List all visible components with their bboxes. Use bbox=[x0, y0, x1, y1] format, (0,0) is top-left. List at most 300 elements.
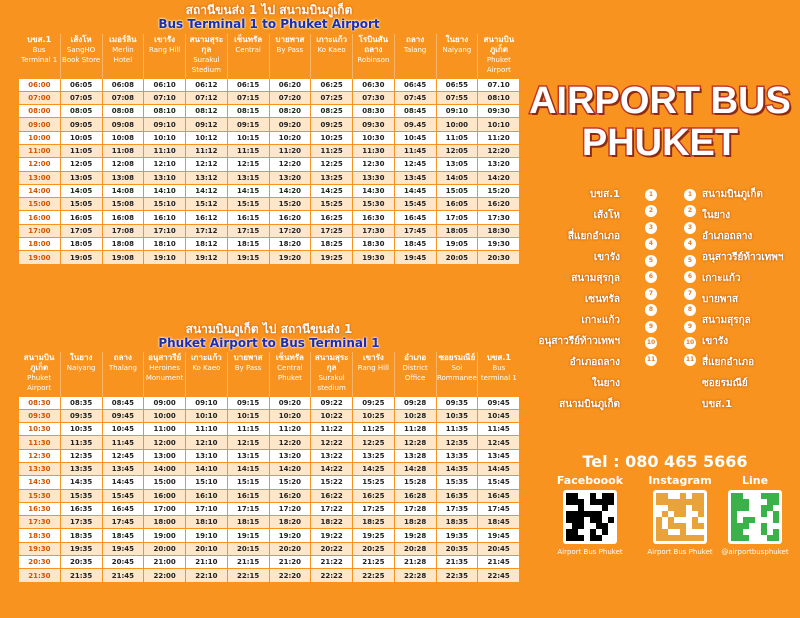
time-cell: 12:45 bbox=[102, 449, 144, 462]
time-cell: 17:05 bbox=[436, 211, 478, 224]
time-cell: 11:10 bbox=[186, 423, 228, 436]
time-cell: 07:15 bbox=[227, 91, 269, 104]
time-cell: 13:05 bbox=[60, 171, 102, 184]
social-caption: Airport Bus Phuket bbox=[647, 548, 713, 556]
time-cell: 21:28 bbox=[394, 556, 436, 569]
time-cell: 18:28 bbox=[394, 516, 436, 529]
time-cell: 13:00 bbox=[19, 171, 61, 184]
time-cell: 10:12 bbox=[186, 131, 228, 144]
time-cell: 11:10 bbox=[144, 144, 186, 157]
time-cell: 15:25 bbox=[311, 198, 353, 211]
route-stop-number: 6 bbox=[645, 271, 657, 283]
outbound-title-en: Bus Terminal 1 to Phuket Airport bbox=[158, 17, 380, 31]
time-cell: 12:25 bbox=[311, 158, 353, 171]
column-header bbox=[102, 352, 144, 396]
time-cell: 10:20 bbox=[269, 131, 311, 144]
time-cell: 09:35 bbox=[60, 409, 102, 422]
time-cell: 10:00 bbox=[436, 118, 478, 131]
table-row bbox=[19, 131, 520, 144]
time-cell: 22:00 bbox=[144, 569, 186, 582]
time-cell: 15:25 bbox=[353, 476, 395, 489]
time-cell: 09:00 bbox=[19, 118, 61, 131]
time-cell: 07:00 bbox=[19, 91, 61, 104]
time-cell: 11:45 bbox=[394, 144, 436, 157]
table-row bbox=[19, 409, 520, 422]
route-stop-number: 11 bbox=[645, 354, 657, 366]
qr-code-icon[interactable] bbox=[728, 490, 782, 544]
time-cell: 18:15 bbox=[227, 238, 269, 251]
time-cell: 12:22 bbox=[311, 436, 353, 449]
time-cell: 22:20 bbox=[269, 569, 311, 582]
column-header-english: Central Phuket bbox=[277, 364, 303, 382]
time-cell: 19:22 bbox=[311, 529, 353, 542]
time-cell: 11:00 bbox=[19, 144, 61, 157]
time-cell: 11:25 bbox=[311, 144, 353, 157]
column-header bbox=[478, 34, 520, 78]
table-row bbox=[19, 542, 520, 555]
time-cell: 16:00 bbox=[144, 489, 186, 502]
table-row bbox=[19, 91, 520, 104]
time-cell: 15:15 bbox=[227, 198, 269, 211]
time-cell: 20:15 bbox=[227, 542, 269, 555]
route-stop-label: ในยาง bbox=[702, 210, 731, 221]
time-cell: 08:12 bbox=[186, 105, 228, 118]
inbound-title bbox=[18, 322, 520, 350]
time-cell: 18:00 bbox=[19, 238, 61, 251]
route-stop-label: อนุสาวรีย์ท้าวเทพฯ bbox=[538, 336, 620, 347]
time-cell: 12:08 bbox=[102, 158, 144, 171]
qr-code-icon[interactable] bbox=[653, 490, 707, 544]
time-cell: 17:22 bbox=[311, 502, 353, 515]
time-cell: 14:22 bbox=[311, 462, 353, 475]
time-cell: 22:15 bbox=[227, 569, 269, 582]
time-cell: 08:10 bbox=[478, 91, 520, 104]
brand-logo bbox=[525, 80, 795, 164]
time-cell: 18:10 bbox=[186, 516, 228, 529]
table-row bbox=[19, 489, 520, 502]
column-header bbox=[144, 352, 186, 396]
time-cell: 20:10 bbox=[186, 542, 228, 555]
time-cell: 15:45 bbox=[478, 476, 520, 489]
time-cell: 19:10 bbox=[144, 251, 186, 264]
time-cell: 16:28 bbox=[394, 489, 436, 502]
time-cell: 20:25 bbox=[353, 542, 395, 555]
column-header-english: Heroines Monument bbox=[145, 364, 184, 382]
column-header bbox=[311, 34, 353, 78]
time-cell: 12:30 bbox=[19, 449, 61, 462]
time-cell: 14:20 bbox=[478, 171, 520, 184]
time-cell: 10:10 bbox=[478, 118, 520, 131]
table-row bbox=[19, 158, 520, 171]
time-cell: 18:22 bbox=[311, 516, 353, 529]
time-cell: 13:35 bbox=[436, 449, 478, 462]
time-cell: 09:10 bbox=[186, 396, 228, 409]
column-header-english: Naiyang bbox=[66, 364, 96, 372]
time-cell: 15:05 bbox=[60, 198, 102, 211]
time-cell: 19:30 bbox=[478, 238, 520, 251]
column-header-thai: เซ็นทรัล bbox=[275, 353, 304, 362]
column-header-english: Surakul Stedium bbox=[191, 56, 221, 74]
time-cell: 15:30 bbox=[19, 489, 61, 502]
column-header-thai: บขส.1 bbox=[486, 353, 511, 362]
column-header bbox=[102, 34, 144, 78]
route-stop-label: สนามสุรกุล bbox=[571, 273, 620, 284]
time-cell: 12:45 bbox=[394, 158, 436, 171]
column-header-thai: สนามสุระกุล bbox=[189, 35, 224, 54]
time-cell: 07:45 bbox=[394, 91, 436, 104]
table-row bbox=[19, 502, 520, 515]
time-cell: 13:22 bbox=[311, 449, 353, 462]
time-cell: 06:15 bbox=[227, 78, 269, 91]
time-cell: 19:05 bbox=[60, 251, 102, 264]
table-row bbox=[19, 476, 520, 489]
table-row bbox=[19, 462, 520, 475]
time-cell: 16:45 bbox=[478, 489, 520, 502]
time-cell: 19:00 bbox=[19, 251, 61, 264]
time-cell: 14:30 bbox=[19, 476, 61, 489]
time-cell: 11:35 bbox=[60, 436, 102, 449]
column-header-thai: บายพาส bbox=[275, 35, 305, 44]
column-header bbox=[436, 34, 478, 78]
time-cell: 20:00 bbox=[144, 542, 186, 555]
time-cell: 10:45 bbox=[102, 423, 144, 436]
table-row bbox=[19, 529, 520, 542]
time-cell: 09:25 bbox=[311, 118, 353, 131]
time-cell: 16:30 bbox=[19, 502, 61, 515]
time-cell: 19:05 bbox=[436, 238, 478, 251]
route-stop-number: 5 bbox=[684, 255, 696, 267]
time-cell: 18:10 bbox=[144, 238, 186, 251]
time-cell: 14:25 bbox=[353, 462, 395, 475]
time-cell: 18:20 bbox=[269, 516, 311, 529]
route-stop-label: สนามสุรกุล bbox=[702, 315, 751, 326]
time-cell: 17:10 bbox=[186, 502, 228, 515]
time-cell: 06:25 bbox=[311, 78, 353, 91]
column-header bbox=[269, 352, 311, 396]
time-cell: 06:12 bbox=[186, 78, 228, 91]
time-cell: 09:28 bbox=[394, 396, 436, 409]
time-cell: 11:35 bbox=[436, 423, 478, 436]
time-cell: 17:45 bbox=[102, 516, 144, 529]
time-cell: 14:30 bbox=[353, 184, 395, 197]
time-cell: 08:00 bbox=[19, 105, 61, 118]
time-cell: 14:00 bbox=[144, 462, 186, 475]
outbound-title-th: สถานีขนส่ง 1 ไป สนามบินภูเก็ต bbox=[185, 3, 353, 17]
time-cell: 09:10 bbox=[436, 105, 478, 118]
route-stop-number: 3 bbox=[645, 222, 657, 234]
time-cell: 18:15 bbox=[227, 516, 269, 529]
time-cell: 09:20 bbox=[269, 118, 311, 131]
time-cell: 12:05 bbox=[436, 144, 478, 157]
time-cell: 12:20 bbox=[269, 158, 311, 171]
time-cell: 06:10 bbox=[144, 78, 186, 91]
column-header bbox=[60, 34, 102, 78]
time-cell: 13:30 bbox=[353, 171, 395, 184]
time-cell: 06:08 bbox=[102, 78, 144, 91]
time-cell: 11:30 bbox=[353, 144, 395, 157]
column-header bbox=[394, 352, 436, 396]
table-row bbox=[19, 449, 520, 462]
time-cell: 15:10 bbox=[144, 198, 186, 211]
time-cell: 14:45 bbox=[102, 476, 144, 489]
time-cell: 16:10 bbox=[144, 211, 186, 224]
time-cell: 12:28 bbox=[394, 436, 436, 449]
route-stop-label: ในยาง bbox=[591, 378, 620, 389]
route-stop-label: บขส.1 bbox=[702, 399, 733, 410]
time-cell: 11:12 bbox=[186, 144, 228, 157]
social-label: Instagram bbox=[648, 474, 712, 487]
time-cell: 10:15 bbox=[227, 409, 269, 422]
time-cell: 08:25 bbox=[311, 105, 353, 118]
route-stop-label: สี่แยกอำเภอ bbox=[702, 357, 755, 368]
table-row bbox=[19, 556, 520, 569]
time-cell: 16:20 bbox=[269, 211, 311, 224]
time-cell: 10:35 bbox=[436, 409, 478, 422]
time-cell: 14:15 bbox=[227, 184, 269, 197]
column-header-english: Bus terminal 1 bbox=[480, 364, 517, 382]
time-cell: 22:10 bbox=[186, 569, 228, 582]
social-label: Faceboook bbox=[556, 474, 624, 487]
time-cell: 07:55 bbox=[436, 91, 478, 104]
column-header-english: Ko Kaeo bbox=[192, 364, 221, 372]
time-cell: 17:00 bbox=[144, 502, 186, 515]
time-cell: 10:10 bbox=[186, 409, 228, 422]
column-header-english: Naiyang bbox=[442, 46, 472, 54]
inbound-timetable bbox=[18, 352, 520, 583]
time-cell: 12:00 bbox=[144, 436, 186, 449]
table-row bbox=[19, 171, 520, 184]
time-cell: 09:25 bbox=[353, 396, 395, 409]
time-cell: 12:10 bbox=[186, 436, 228, 449]
time-cell: 13:30 bbox=[19, 462, 61, 475]
time-cell: 11:28 bbox=[394, 423, 436, 436]
route-stop-number: 1 bbox=[684, 189, 696, 201]
time-cell: 09:15 bbox=[227, 118, 269, 131]
time-cell: 16:15 bbox=[227, 211, 269, 224]
time-cell: 15:08 bbox=[102, 198, 144, 211]
time-cell: 21:35 bbox=[436, 556, 478, 569]
time-cell: 17:10 bbox=[144, 224, 186, 237]
time-cell: 22:45 bbox=[478, 569, 520, 582]
time-cell: 22:28 bbox=[394, 569, 436, 582]
time-cell: 15:20 bbox=[478, 184, 520, 197]
time-cell: 16:10 bbox=[186, 489, 228, 502]
route-stop-label: เกาะแก้ว bbox=[581, 315, 620, 326]
table-row bbox=[19, 211, 520, 224]
route-stop-label: เขารัง bbox=[702, 336, 729, 347]
time-cell: 17:30 bbox=[19, 516, 61, 529]
time-cell: 08:30 bbox=[353, 105, 395, 118]
time-cell: 16:35 bbox=[436, 489, 478, 502]
route-stop-number: 9 bbox=[645, 321, 657, 333]
time-cell: 18:05 bbox=[60, 238, 102, 251]
table-row bbox=[19, 184, 520, 197]
column-header bbox=[60, 352, 102, 396]
column-header-thai: เส้งโห bbox=[70, 35, 92, 44]
column-header-english: Central bbox=[235, 46, 261, 54]
table-row bbox=[19, 118, 520, 131]
table-row bbox=[19, 516, 520, 529]
time-cell: 13:15 bbox=[227, 449, 269, 462]
outbound-timetable bbox=[18, 34, 520, 265]
time-cell: 09:30 bbox=[478, 105, 520, 118]
column-header-english: District Office bbox=[402, 364, 428, 382]
time-cell: 14:08 bbox=[102, 184, 144, 197]
time-cell: 06:05 bbox=[60, 78, 102, 91]
time-cell: 21:20 bbox=[269, 556, 311, 569]
time-cell: 14:28 bbox=[394, 462, 436, 475]
time-cell: 19:45 bbox=[102, 542, 144, 555]
time-cell: 07:12 bbox=[186, 91, 228, 104]
time-cell: 07:05 bbox=[60, 91, 102, 104]
time-cell: 13:45 bbox=[102, 462, 144, 475]
time-cell: 06:45 bbox=[394, 78, 436, 91]
time-cell: 14:10 bbox=[144, 184, 186, 197]
time-cell: 09:15 bbox=[227, 396, 269, 409]
time-cell: 09:05 bbox=[60, 118, 102, 131]
column-header-english: Merlin Hotel bbox=[112, 46, 134, 64]
time-cell: 15:12 bbox=[186, 198, 228, 211]
time-cell: 07:30 bbox=[353, 91, 395, 104]
time-cell: 19:28 bbox=[394, 529, 436, 542]
time-cell: 14:05 bbox=[436, 171, 478, 184]
time-cell: 14:10 bbox=[186, 462, 228, 475]
route-stop-number: 10 bbox=[684, 337, 696, 349]
time-cell: 16:30 bbox=[353, 211, 395, 224]
time-cell: 15:00 bbox=[144, 476, 186, 489]
table-row bbox=[19, 78, 520, 91]
time-cell: 11:20 bbox=[478, 131, 520, 144]
time-cell: 16:12 bbox=[186, 211, 228, 224]
time-cell: 13:35 bbox=[60, 462, 102, 475]
time-cell: 11:05 bbox=[436, 131, 478, 144]
route-stops-inbound bbox=[702, 184, 797, 415]
time-cell: 11:05 bbox=[60, 144, 102, 157]
time-cell: 10:30 bbox=[19, 423, 61, 436]
table-row bbox=[19, 238, 520, 251]
time-cell: 16:35 bbox=[60, 502, 102, 515]
column-header-english: Ko Kaeo bbox=[317, 46, 346, 54]
outbound-title bbox=[18, 3, 520, 31]
table-row bbox=[19, 436, 520, 449]
table-row bbox=[19, 396, 520, 409]
time-cell: 19:15 bbox=[227, 251, 269, 264]
time-cell: 21:10 bbox=[186, 556, 228, 569]
time-cell: 17:05 bbox=[60, 224, 102, 237]
column-header bbox=[353, 34, 395, 78]
time-cell: 15:00 bbox=[19, 198, 61, 211]
time-cell: 19:20 bbox=[269, 529, 311, 542]
time-cell: 16:25 bbox=[311, 211, 353, 224]
route-stop-number: 11 bbox=[684, 354, 696, 366]
time-cell: 10:05 bbox=[60, 131, 102, 144]
time-cell: 14:15 bbox=[227, 462, 269, 475]
column-header bbox=[436, 352, 478, 396]
time-cell: 18:30 bbox=[353, 238, 395, 251]
time-cell: 15:35 bbox=[60, 489, 102, 502]
time-cell: 11:30 bbox=[19, 436, 61, 449]
time-cell: 22:35 bbox=[436, 569, 478, 582]
time-cell: 12:10 bbox=[144, 158, 186, 171]
time-cell: 16:45 bbox=[102, 502, 144, 515]
column-header-english: Phuket Airport bbox=[27, 374, 52, 392]
time-cell: 18:45 bbox=[394, 238, 436, 251]
time-cell: 15:28 bbox=[394, 476, 436, 489]
social-caption: Airport Bus Phuket bbox=[557, 548, 623, 556]
table-row bbox=[19, 144, 520, 157]
time-cell: 16:00 bbox=[19, 211, 61, 224]
column-header-english: Robinson bbox=[357, 56, 390, 64]
column-header-english: By Pass bbox=[234, 364, 262, 372]
route-stop-number: 4 bbox=[645, 238, 657, 250]
time-cell: 09:30 bbox=[353, 118, 395, 131]
time-cell: 12:30 bbox=[353, 158, 395, 171]
time-cell: 10:45 bbox=[394, 131, 436, 144]
time-cell: 13:28 bbox=[394, 449, 436, 462]
route-stop-label: อำเภอถลาง bbox=[569, 357, 620, 368]
route-stop-number: 2 bbox=[645, 205, 657, 217]
time-cell: 13:08 bbox=[102, 171, 144, 184]
time-cell: 13:25 bbox=[311, 171, 353, 184]
time-cell: 09:30 bbox=[19, 409, 61, 422]
time-cell: 12:25 bbox=[353, 436, 395, 449]
route-stops-outbound bbox=[520, 184, 620, 415]
time-cell: 21:45 bbox=[478, 556, 520, 569]
time-cell: 20:05 bbox=[436, 251, 478, 264]
column-header-thai: ถลาง bbox=[406, 35, 425, 44]
time-cell: 18:25 bbox=[311, 238, 353, 251]
time-cell: 21:00 bbox=[144, 556, 186, 569]
time-cell: 18:08 bbox=[102, 238, 144, 251]
route-stop-number: 10 bbox=[645, 337, 657, 349]
time-cell: 07:20 bbox=[269, 91, 311, 104]
time-cell: 10:00 bbox=[19, 131, 61, 144]
route-stop-number: 7 bbox=[684, 288, 696, 300]
time-cell: 14:45 bbox=[478, 462, 520, 475]
time-cell: 17:35 bbox=[60, 516, 102, 529]
column-header bbox=[269, 34, 311, 78]
time-cell: 19:08 bbox=[102, 251, 144, 264]
time-cell: 17:45 bbox=[394, 224, 436, 237]
time-cell: 11:25 bbox=[353, 423, 395, 436]
time-cell: 17:25 bbox=[311, 224, 353, 237]
time-cell: 19:00 bbox=[144, 529, 186, 542]
time-cell: 13:20 bbox=[478, 158, 520, 171]
time-cell: 12:20 bbox=[269, 436, 311, 449]
time-cell: 21:22 bbox=[311, 556, 353, 569]
column-header-thai: เขารัง bbox=[362, 353, 384, 362]
social-line[interactable] bbox=[710, 474, 800, 556]
time-cell: 17:28 bbox=[394, 502, 436, 515]
time-cell: 13:15 bbox=[227, 171, 269, 184]
route-stop-number: 5 bbox=[645, 255, 657, 267]
time-cell: 10:00 bbox=[144, 409, 186, 422]
time-cell: 08:45 bbox=[394, 105, 436, 118]
time-cell: 12:00 bbox=[19, 158, 61, 171]
qr-code-icon[interactable] bbox=[563, 490, 617, 544]
social-faceboook[interactable] bbox=[545, 474, 635, 556]
column-header-thai: โรบินสัน ถลาง bbox=[358, 35, 389, 54]
time-cell: 09.45 bbox=[394, 118, 436, 131]
route-stop-label: อำเภอถลาง bbox=[702, 231, 753, 242]
time-cell: 16:45 bbox=[394, 211, 436, 224]
route-stop-number: 1 bbox=[645, 189, 657, 201]
route-stop-label: สนามบินภูเก็ต bbox=[702, 189, 763, 200]
time-cell: 10:25 bbox=[311, 131, 353, 144]
time-cell: 19:45 bbox=[394, 251, 436, 264]
telephone: Tel : 080 465 5666 bbox=[582, 452, 748, 471]
time-cell: 08:20 bbox=[269, 105, 311, 118]
